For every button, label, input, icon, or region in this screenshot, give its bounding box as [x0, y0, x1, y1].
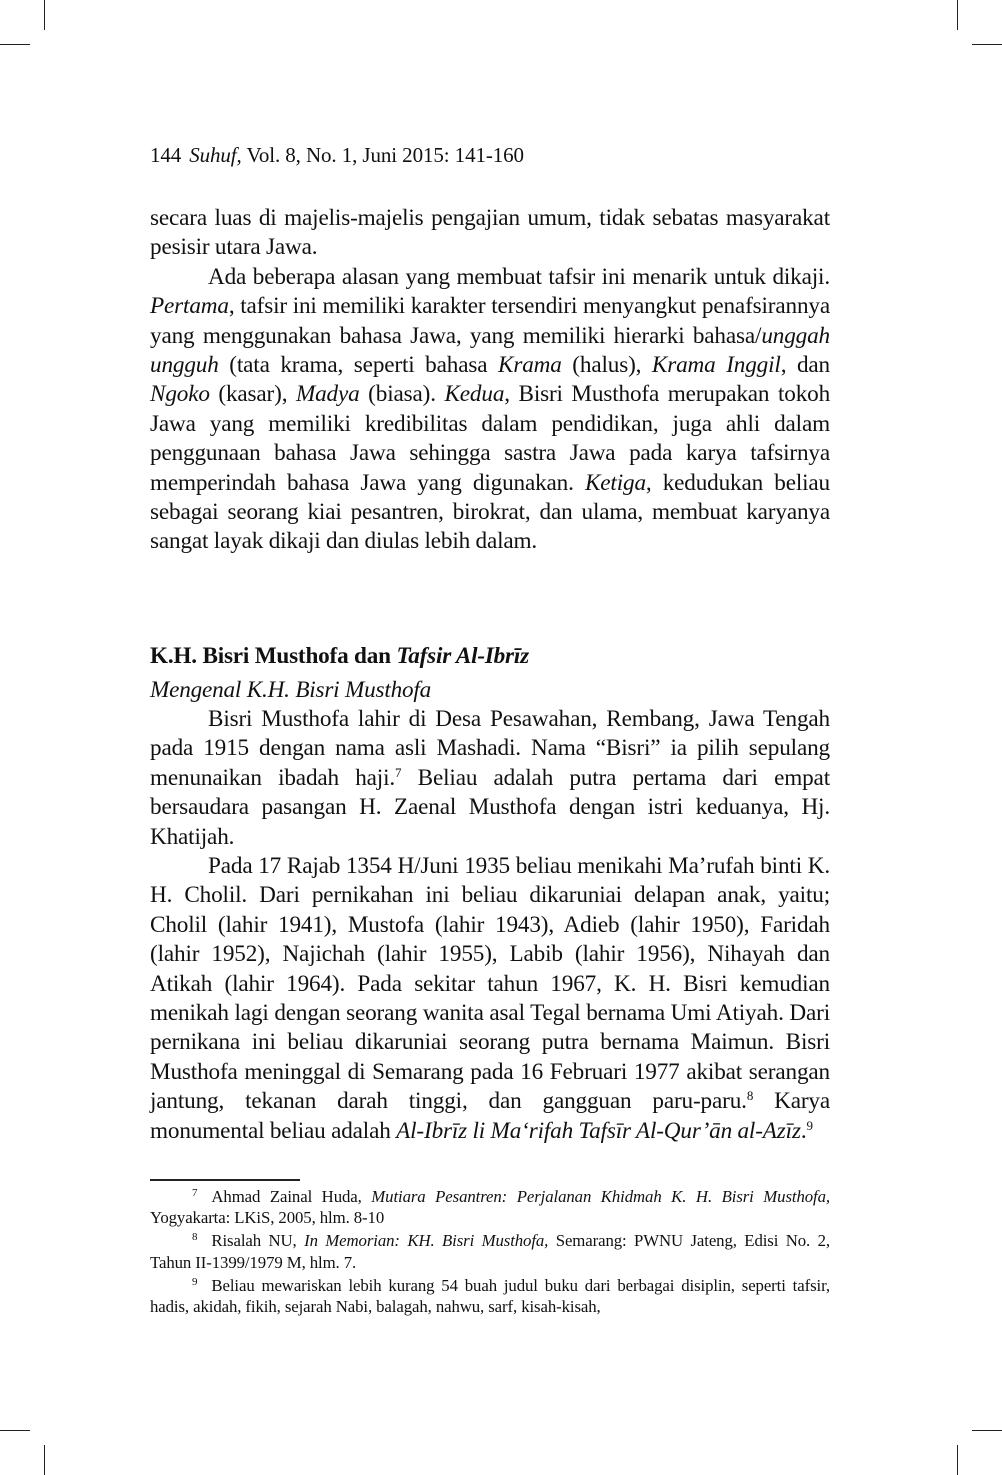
body-text-top [150, 204, 830, 557]
page-number: 144 [150, 143, 182, 167]
section-heading: K.H. Bisri Musthofa dan Tafsir Al-Ibrīz [150, 643, 529, 669]
crop-mark-bottom-right-horizontal [972, 1430, 1002, 1431]
journal-name: Suhuf [189, 143, 237, 167]
footnote-separator [150, 1179, 300, 1181]
paragraph-family: Pada 17 Rajab 1354 H/Juni 1935 beliau menikahi Ma’rufah binti K. H. Cholil. Dari pernikahan ini beliau dikaruniai delapan anak, yaitu; Cholil (lahir 1941), Mustofa (lahir 1943), Adieb (lahir 1950), Faridah (lahir 1952), Najichah (lahir 1955), Labib (lahir 1956), Nihayah dan Atikah (lahir 1964). Pada sekitar tahun 1967, K. H. Bisri kemudian menikah lagi dengan seorang wanita asal Tegal bernama Umi Atiyah. Dari pernikana ini beliau dikaruniai seorang putra bernama Maimun. Bisri Musthofa meninggal di Semarang pada 16 Februari 1977 akibat serangan jantung, tekanan darah tinggi, dan gangguan paru-paru.$^8$ Karya monumental beliau adalah Al-Ibrīz li Ma‘rifah Tafsīr Al-Qur’ān al-Azīz.$^9$ [150, 853, 831, 1144]
crop-mark-bottom-left-vertical [44, 1445, 45, 1475]
footnote-ref-7[interactable]: 7 [395, 764, 402, 780]
footnotes [150, 1186, 830, 1319]
subsection-heading: Mengenal K.H. Bisri Musthofa [150, 677, 432, 703]
paragraph-continuation: secara luas di majelis-majelis pengajian umum, tidak sebatas masyarakat pesisir utara Jawa. [150, 205, 830, 261]
crop-mark-bottom-right-vertical [957, 1445, 958, 1475]
crop-mark-top-right-horizontal [972, 44, 1002, 45]
work-title: Al-Ibrīz li Ma‘rifah Tafsīr Al-Qur’ān al-Azīz [396, 1117, 801, 1144]
footnote-ref-9[interactable]: 9 [806, 1117, 813, 1133]
crop-mark-top-left-horizontal [0, 44, 30, 45]
crop-mark-bottom-left-horizontal [0, 1430, 30, 1431]
crop-mark-top-left-vertical [44, 0, 45, 30]
body-text-biography [150, 705, 830, 1146]
footnote-7: $^7$ Ahmad Zainal Huda, Mutiara Pesantren: Perjalanan Khidmah K. H. Bisri Musthofa, Yogyakarta: LKiS, 2005, hlm. 8-10 [150, 1187, 830, 1228]
footnote-9: $^9$ Beliau mewariskan lebih kurang 54 buah judul buku dari berbagai disiplin, seperti tafsir, hadis, akidah, fikih, sejarah Nabi, balagah, nahwu, sarf, kisah-kisah, [150, 1275, 830, 1317]
paragraph-reasons: Ada beberapa alasan yang membuat tafsir ini menarik untuk dikaji. Pertama, tafsir ini memiliki karakter tersendiri menyangkut penafsirannya yang menggunakan bahasa Jawa, yang memiliki hierarki bahasa/unggah ungguh (tata krama, seperti bahasa Krama (halus), Krama Inggil, dan Ngoko (kasar), Madya (biasa). Kedua, Bisri Musthofa merupakan tokoh Jawa yang memiliki kredibilitas dalam pendidikan, juga ahli dalam penggunaan bahasa Jawa sehingga sastra Jawa pada karya tafsirnya memperindah bahasa Jawa yang digunakan. Ketiga, kedudukan beliau sebagai seorang kiai pesantren, birokrat, dan ulama, membuat karyanya sangat layak dikaji dan diulas lebih dalam. [150, 263, 831, 555]
footnote-8: $^8$ Risalah NU, In Memorian: KH. Bisri Musthofa, Semarang: PWNU Jateng, Edisi No. 2, Tahun II-1399/1979 M, hlm. 7. [150, 1231, 830, 1272]
crop-mark-top-right-vertical [957, 0, 958, 30]
running-head [150, 142, 524, 168]
journal-citation: , Vol. 8, No. 1, Juni 2015: 141-160 [236, 143, 524, 167]
paragraph-birth: Bisri Musthofa lahir di Desa Pesawahan, Rembang, Jawa Tengah pada 1915 dengan nama asli Mashadi. Nama “Bisri” ia pilih sepulang menunaikan ibadah haji.$^7$ Beliau adalah putra pertama dari empat bersaudara pasangan H. Zaenal Musthofa dengan istri keduanya, Hj. Khatijah. [150, 706, 830, 850]
footnote-ref-8[interactable]: 8 [746, 1088, 754, 1104]
